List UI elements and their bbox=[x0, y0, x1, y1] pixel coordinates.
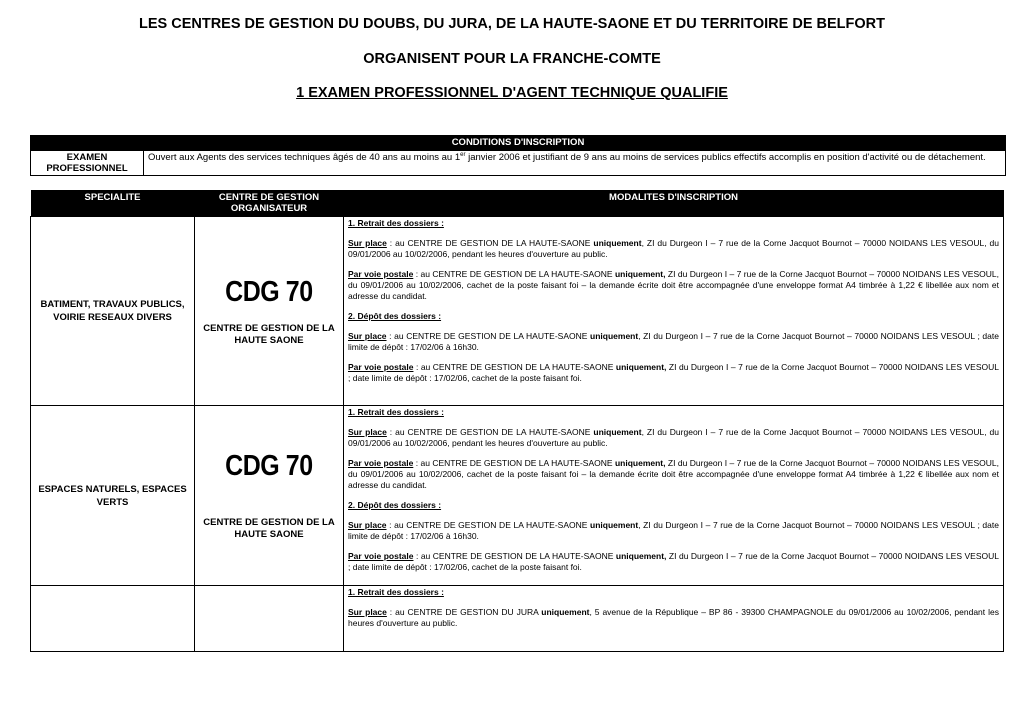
retrait-sur-place: Sur place : au CENTRE DE GESTION DE LA HAUTE-SAONE uniquement, ZI du Durgeon I – 7 rue de la Corne Jacquot Bournot – 70000 NOIDANS LES VESOUL, du 09/01/2006 au 10/02/2006, pendant les heures d'ouverture au public. bbox=[348, 238, 999, 259]
table-row bbox=[31, 586, 1004, 652]
centre-name: CENTRE DE GESTION DE LA HAUTE SAONE bbox=[203, 517, 335, 540]
depot-sur-place: Sur place : au CENTRE DE GESTION DE LA HAUTE-SAONE uniquement, ZI du Durgeon I – 7 rue de la Corne Jacquot Bournot – 70000 NOIDANS LES VESOUL ; date limite de dépôt : 17/02/06 à 16h30. bbox=[348, 331, 999, 352]
exam-title: 1 EXAMEN PROFESSIONNEL D'AGENT TECHNIQUE QUALIFIE bbox=[296, 85, 728, 101]
centre-cell bbox=[195, 406, 344, 586]
conditions-label: EXAMEN PROFESSIONNEL bbox=[31, 151, 144, 176]
specialite-cell: BATIMENT, TRAVAUX PUBLICS, VOIRIE RESEAUX DIVERS bbox=[31, 217, 195, 406]
retrait-title: 1. Retrait des dossiers : bbox=[348, 587, 444, 597]
centre-cell bbox=[195, 217, 344, 406]
retrait-title: 1. Retrait des dossiers : bbox=[348, 218, 444, 228]
col-specialite: SPECIALITE bbox=[31, 190, 195, 217]
depot-voie-postale: Par voie postale : au CENTRE DE GESTION DE LA HAUTE-SAONE uniquement, ZI du Durgeon I – 7 rue de la Corne Jacquot Bournot – 70000 NOIDANS LES VESOUL ; date limite de dépôt : 17/02/06, cachet de la poste faisant foi. bbox=[348, 551, 999, 572]
page-subtitle: ORGANISENT POUR LA FRANCHE-COMTE bbox=[363, 51, 661, 67]
modalites-cell bbox=[344, 406, 1004, 586]
col-centre: CENTRE DE GESTION ORGANISATEUR bbox=[195, 190, 344, 217]
modalites-cell bbox=[344, 586, 1004, 652]
specialite-cell bbox=[31, 586, 195, 652]
col-modalites: MODALITES D'INSCRIPTION bbox=[344, 190, 1004, 217]
centre-cell bbox=[195, 586, 344, 652]
conditions-text: Ouvert aux Agents des services techniques âgés de 40 ans au moins au 1er janvier 2006 et justifiant de 9 ans au moins de services publics effectifs accomplis en position d'activité ou de détachement. bbox=[144, 151, 1006, 176]
depot-sur-place: Sur place : au CENTRE DE GESTION DE LA HAUTE-SAONE uniquement, ZI du Durgeon I – 7 rue de la Corne Jacquot Bournot – 70000 NOIDANS LES VESOUL ; date limite de dépôt : 17/02/06 à 16h30. bbox=[348, 520, 999, 541]
retrait-voie-postale: Par voie postale : au CENTRE DE GESTION DE LA HAUTE-SAONE uniquement, ZI du Durgeon I – 7 rue de la Corne Jacquot Bournot – 70000 NOIDANS LES VESOUL, du 09/01/2006 au 10/02/2006, cachet de la poste faisant foi – la demande écrite doit être accompagnée d'une enveloppe format A4 timbrée à 1,22 € libellée aux nom et adresse du candidat. bbox=[348, 458, 999, 490]
conditions-table bbox=[30, 135, 1006, 176]
retrait-sur-place: Sur place : au CENTRE DE GESTION DU JURA uniquement, 5 avenue de la République – BP 86 - 39300 CHAMPAGNOLE du 09/01/2006 au 10/02/2006, pendant les heures d'ouverture au public. bbox=[348, 607, 999, 628]
depot-title: 2. Dépôt des dossiers : bbox=[348, 500, 442, 510]
cdg-code: CDG 70 bbox=[225, 275, 313, 308]
cdg-code: CDG 70 bbox=[225, 450, 313, 482]
modalites-table bbox=[30, 190, 1004, 652]
page-title: LES CENTRES DE GESTION DU DOUBS, DU JURA, DE LA HAUTE-SAONE ET DU TERRITOIRE DE BELFORT bbox=[139, 16, 885, 32]
depot-title: 2. Dépôt des dossiers : bbox=[348, 311, 442, 321]
table-row bbox=[31, 406, 1004, 586]
modalites-cell bbox=[344, 217, 1004, 406]
conditions-header: CONDITIONS D'INSCRIPTION bbox=[31, 136, 1006, 151]
depot-voie-postale: Par voie postale : au CENTRE DE GESTION DE LA HAUTE-SAONE uniquement, ZI du Durgeon I – 7 rue de la Corne Jacquot Bournot – 70000 NOIDANS LES VESOUL ; date limite de dépôt : 17/02/06, cachet de la poste faisant foi. bbox=[348, 362, 999, 383]
retrait-sur-place: Sur place : au CENTRE DE GESTION DE LA HAUTE-SAONE uniquement, ZI du Durgeon I – 7 rue de la Corne Jacquot Bournot – 70000 NOIDANS LES VESOUL, du 09/01/2006 au 10/02/2006, pendant les heures d'ouverture au public. bbox=[348, 427, 999, 448]
centre-name: CENTRE DE GESTION DE LA HAUTE SAONE bbox=[203, 322, 335, 346]
retrait-title: 1. Retrait des dossiers : bbox=[348, 407, 444, 417]
table-row bbox=[31, 217, 1004, 406]
retrait-voie-postale: Par voie postale : au CENTRE DE GESTION DE LA HAUTE-SAONE uniquement, ZI du Durgeon I – 7 rue de la Corne Jacquot Bournot – 70000 NOIDANS LES VESOUL, du 09/01/2006 au 10/02/2006, cachet de la poste faisant foi – la demande écrite doit être accompagnée d'une enveloppe format A4 timbrée à 1,22 € libellée aux nom et adresse du candidat. bbox=[348, 269, 999, 301]
specialite-cell: ESPACES NATURELS, ESPACES VERTS bbox=[31, 406, 195, 586]
